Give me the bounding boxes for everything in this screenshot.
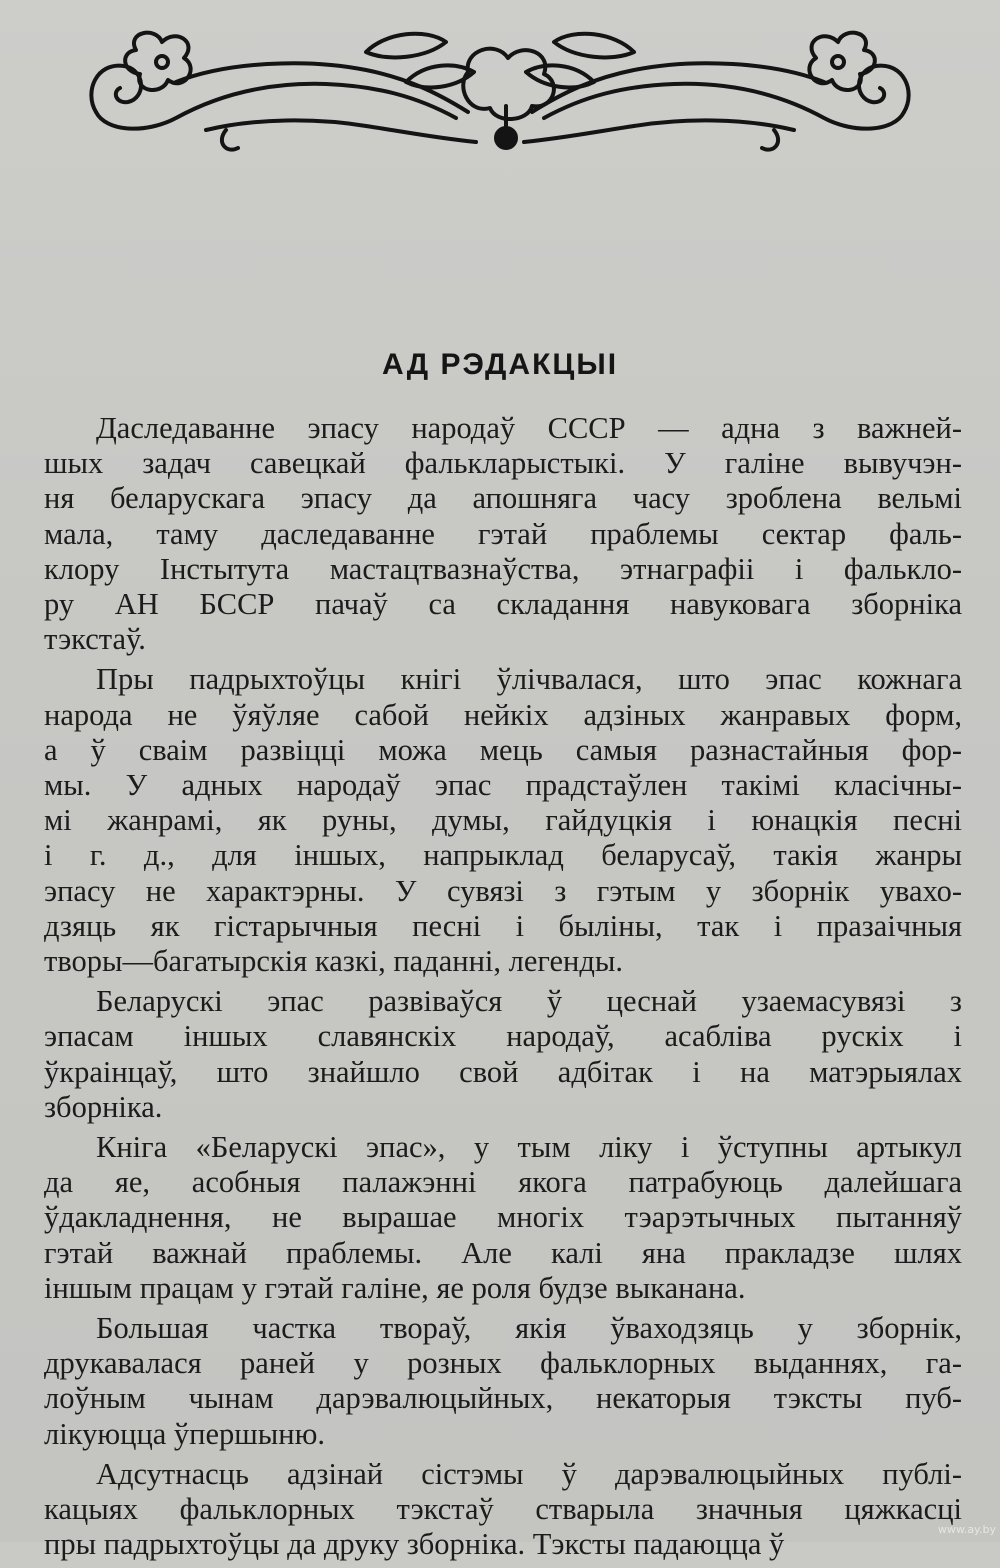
text-line: дзяць як гістарычныя песні і быліны, так і празаічныя — [44, 908, 962, 943]
text-line: ру АН БССР пачаў са складання навуковага зборніка — [44, 587, 962, 622]
text-line: шых задач савецкай фалькларыстыкі. У галіне вывучэн- — [44, 446, 962, 481]
text-line: Большая частка твораў, якія ўваходзяць у зборнік, — [96, 1311, 962, 1346]
body-text — [44, 411, 962, 1568]
text-line: Пры падрыхтоўцы кнігі ўлічвалася, што эпас кожнага — [96, 662, 962, 697]
text-line: ўдакладнення, не вырашае многіх тэарэтычных пытанняў — [44, 1200, 962, 1235]
text-line: лікуюцца ўпершыню. — [44, 1416, 325, 1451]
text-line: да яе, асобныя палажэнні якога патрабуюць далейшага — [44, 1165, 962, 1200]
text-line: эпасу не характэрны. У сувязі з гэтым у зборнік увахо- — [44, 873, 962, 908]
paragraph — [44, 1130, 962, 1306]
text-line: творы—багатырскія казкі, паданні, легенды. — [44, 944, 624, 979]
text-line: друкавалася раней у розных фальклорных выданнях, га- — [44, 1346, 962, 1381]
text-line: ня беларускага эпасу да апошняга часу зроблена вельмі — [44, 481, 962, 516]
text-line: народа не ўяўляе сабой нейкіх адзіных жанравых форм, — [44, 697, 962, 732]
text-line: ўкраінцаў, што знайшло свой адбітак і на матэрыялах — [44, 1054, 962, 1089]
text-line: эпасам іншых славянскіх народаў, асабліва рускіх і — [44, 1019, 962, 1054]
text-line: тэкстаў. — [44, 622, 146, 657]
text-line: і г. д., для іншых, напрыклад беларусаў, такія жанры — [44, 838, 962, 873]
text-line: кацыях фальклорных тэкстаў стварыла значныя цяжкасці — [44, 1492, 962, 1527]
text-line: Кніга «Беларускі эпас», у тым ліку і ўступны артыкул — [96, 1130, 962, 1165]
text-line: іншым працам у гэтай галіне, яе роля будзе выканана. — [44, 1270, 746, 1305]
text-line: Даследаванне эпасу народаў СССР — адна з важней- — [96, 411, 962, 445]
text-line: гэтай важнай праблемы. Але калі яна пракладзе шлях — [44, 1235, 962, 1270]
paragraph — [44, 411, 962, 657]
text-line: Беларускі эпас развіваўся ў цеснай узаемасувязі з — [96, 984, 962, 1019]
text-line: Адсутнасць адзінай сістэмы ў дарэвалюцыйных публі- — [96, 1456, 962, 1491]
text-line: зборніка. — [44, 1089, 163, 1124]
text-line: мала, таму даследаванне гэтай праблемы сектар фаль- — [44, 516, 962, 551]
paragraph — [44, 1457, 962, 1563]
text-line: лоўным чынам дарэвалюцыйных, некаторыя тэксты пуб- — [44, 1381, 962, 1416]
text-line: пры падрыхтоўцы да друку зборніка. Тэксты падаюцца ў — [44, 1527, 785, 1562]
paragraph — [44, 1311, 962, 1452]
watermark-text: www.ay.by — [937, 1523, 996, 1536]
paragraph — [44, 984, 962, 1125]
paragraph — [44, 662, 962, 979]
text-line: мы. У адных народаў эпас прадстаўлен такімі класічны- — [44, 768, 962, 803]
page-title: АД РЭДАКЦЫІ — [381, 348, 619, 381]
text-line: клору Інстытута мастацтвазнаўства, этнаграфіі і фальклo- — [44, 551, 962, 586]
floral-headpiece-ornament-icon — [76, 22, 924, 164]
text-line: а ў сваім развіцці можа мець самыя разнастайныя фор- — [44, 732, 962, 767]
text-line: мі жанрамі, як руны, думы, гайдуцкія і юнацкія песні — [44, 803, 962, 838]
